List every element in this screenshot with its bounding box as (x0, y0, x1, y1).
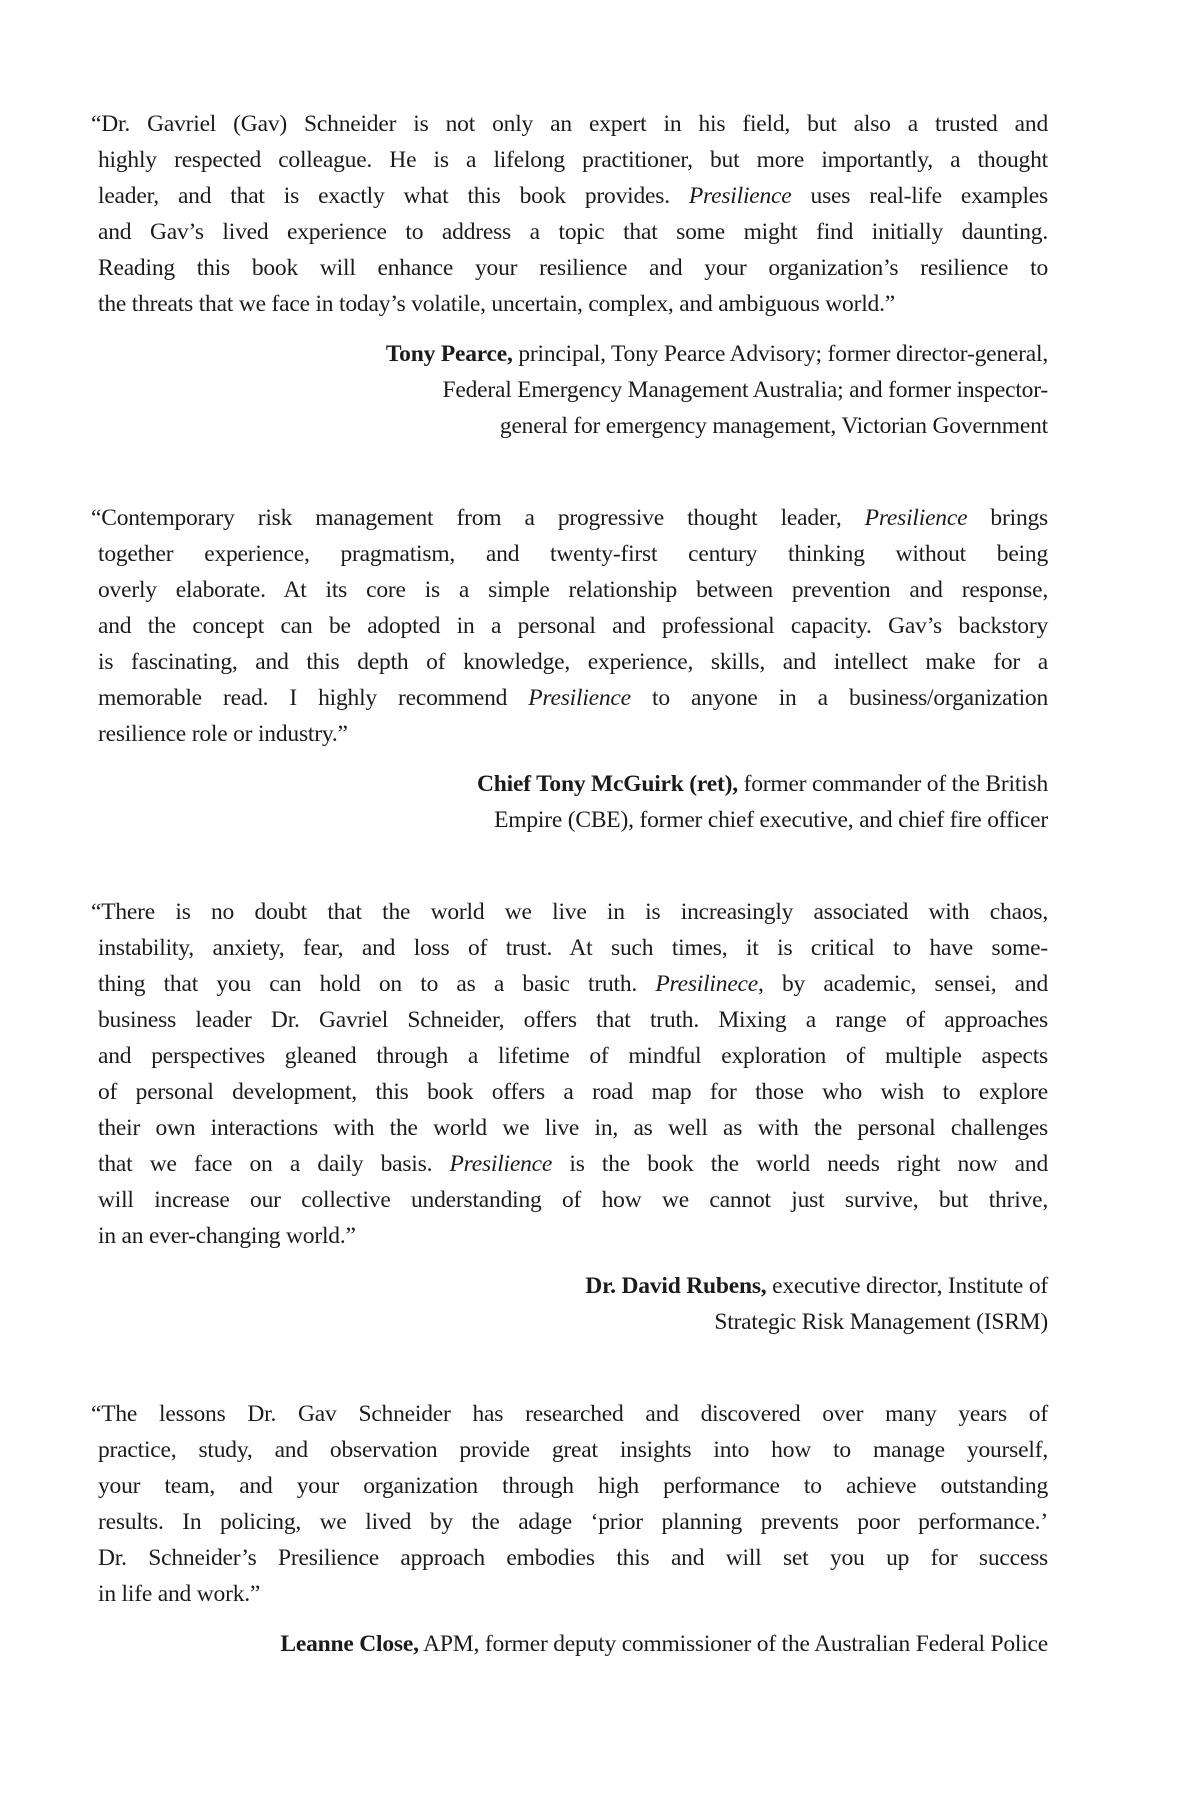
endorsement-3-quote (91, 894, 1048, 1254)
text-line: your team, and your organization through high performance to achieve outstanding (98, 1473, 1048, 1499)
text-line: practice, study, and observation provide great insights into how to manage yourself, (98, 1437, 1048, 1463)
endorsement-4-attribution (98, 1626, 1048, 1662)
endorsement-4 (91, 1396, 1048, 1662)
text-line: resilience role or industry.” (98, 721, 348, 747)
text-line: leader, and that is exactly what this book provides. Presilience uses real-life examples (98, 183, 1048, 209)
text-line: “Dr. Gavriel (Gav) Schneider is not only an expert in his field, but also a trusted and (91, 111, 1048, 137)
text-line: and perspectives gleaned through a lifetime of mindful exploration of multiple aspects (98, 1043, 1048, 1069)
endorsement-2 (91, 500, 1048, 838)
text-line: will increase our collective understanding of how we cannot just survive, but thrive, (98, 1187, 1048, 1213)
text-line: Tony Pearce, principal, Tony Pearce Advisory; former director-general, (385, 341, 1048, 367)
text-line: memorable read. I highly recommend Presilience to anyone in a business/organization (98, 685, 1048, 711)
text-line: results. In policing, we lived by the adage ‘prior planning prevents poor performance.’ (98, 1509, 1048, 1535)
text-line: Leanne Close, APM, former deputy commissioner of the Australian Federal Police (280, 1631, 1048, 1657)
text-line: Federal Emergency Management Australia; and former inspector- (442, 377, 1048, 403)
endorsement-1-attribution (98, 336, 1048, 444)
text-line: and the concept can be adopted in a personal and professional capacity. Gav’s backstory (98, 613, 1048, 639)
text-line: overly elaborate. At its core is a simple relationship between prevention and response, (98, 577, 1048, 603)
text-line: business leader Dr. Gavriel Schneider, offers that truth. Mixing a range of approaches (98, 1007, 1048, 1033)
endorsement-1-quote (91, 106, 1048, 322)
text-line: Reading this book will enhance your resilience and your organization’s resilience to (98, 255, 1048, 281)
text-line: thing that you can hold on to as a basic truth. Presilinece, by academic, sensei, and (98, 971, 1048, 997)
text-line: Strategic Risk Management (ISRM) (714, 1309, 1048, 1335)
text-line: Empire (CBE), former chief executive, and chief fire officer (494, 807, 1048, 833)
endorsement-2-attribution (98, 766, 1048, 838)
endorsement-4-quote (91, 1396, 1048, 1612)
text-line: Dr. Schneider’s Presilience approach embodies this and will set you up for success (98, 1545, 1048, 1571)
endorsement-3 (91, 894, 1048, 1340)
text-line: “The lessons Dr. Gav Schneider has researched and discovered over many years of (91, 1401, 1048, 1427)
text-line: in an ever-changing world.” (98, 1223, 356, 1249)
text-line: of personal development, this book offers a road map for those who wish to explore (98, 1079, 1048, 1105)
text-line: their own interactions with the world we live in, as well as with the personal challenges (98, 1115, 1048, 1141)
text-line: general for emergency management, Victorian Government (499, 413, 1048, 439)
endorsement-3-attribution (98, 1268, 1048, 1340)
text-line: in life and work.” (98, 1581, 261, 1607)
text-line: and Gav’s lived experience to address a topic that some might find initially daunting. (98, 219, 1048, 245)
text-line: is fascinating, and this depth of knowledge, experience, skills, and intellect make for a (98, 649, 1048, 675)
text-line: together experience, pragmatism, and twenty-first century thinking without being (98, 541, 1048, 567)
text-line: Chief Tony McGuirk (ret), former commander of the British (477, 771, 1048, 797)
text-line: the threats that we face in today’s volatile, uncertain, complex, and ambiguous world.” (98, 291, 896, 317)
text-line: highly respected colleague. He is a lifelong practitioner, but more importantly, a thought (98, 147, 1048, 173)
text-line: “There is no doubt that the world we live in is increasingly associated with chaos, (91, 899, 1048, 925)
text-line: that we face on a daily basis. Presilience is the book the world needs right now and (98, 1151, 1048, 1177)
text-line: “Contemporary risk management from a progressive thought leader, Presilience brings (91, 505, 1048, 531)
text-line: Dr. David Rubens, executive director, Institute of (585, 1273, 1048, 1299)
endorsement-1 (91, 106, 1048, 444)
endorsement-2-quote (91, 500, 1048, 752)
text-line: instability, anxiety, fear, and loss of trust. At such times, it is critical to have some- (98, 935, 1048, 961)
